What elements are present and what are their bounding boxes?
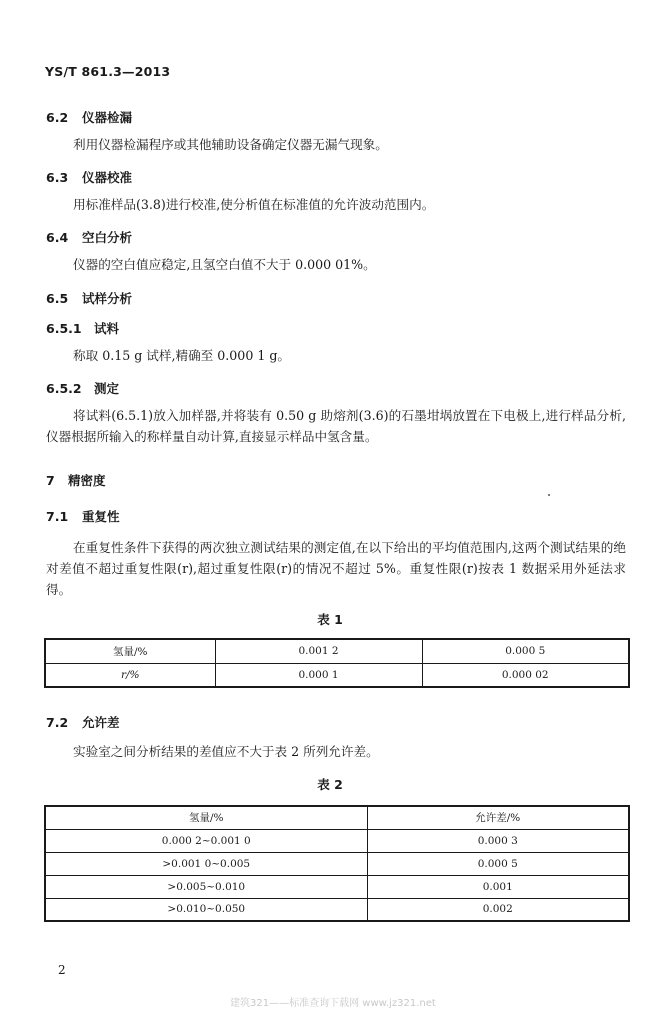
section-number: 6.5.1 [46,321,82,336]
section-number: 6.5.2 [46,381,82,396]
page-number: 2 [58,963,66,977]
table-row [45,639,629,663]
section-title: 仪器检漏 [82,110,133,125]
paragraph-7-2: 实验室之间分析结果的差值应不大于表 2 所列允许差。 [73,744,379,759]
table-cell: 0.000 1 [215,663,422,687]
table-1 [44,638,630,688]
section-title: 允许差 [82,715,120,730]
table-cell: 氢量/% [45,639,215,663]
section-title: 重复性 [82,509,120,524]
table-cell: 0.002 [367,898,629,921]
table-2-caption: 表 2 [317,777,343,792]
section-number: 7.2 [46,715,69,730]
table-cell: 0.000 02 [422,663,629,687]
table-row [45,852,629,875]
column-header: 允许差/% [367,806,629,829]
table-cell: >0.001 0~0.005 [45,852,367,875]
section-title: 试样分析 [82,291,133,306]
table-1-caption: 表 1 [317,612,343,627]
table-row [45,875,629,898]
paragraph-7-1: 在重复性条件下获得的两次独立测试结果的测定值,在以下给出的平均值范围内,这两个测试结果的绝对差值不超过重复性限(r),超过重复性限(r)的情况不超过 5%。重复性限(r)按表 1 数据采用外延法求得。 [46,540,626,597]
table-cell: 0.000 5 [422,639,629,663]
heading-7-1 [46,507,120,525]
heading-6-3 [46,168,132,186]
table-cell: r/% [45,663,215,687]
section-number: 6.4 [46,230,69,245]
heading-7 [46,471,106,489]
section-title: 试料 [94,321,120,336]
scan-speck [548,494,550,496]
paragraph-6-5-2: 将试料(6.5.1)放入加样器,并将装有 0.50 g 助熔剂(3.6)的石墨坩埚放置在下电极上,进行样品分析,仪器根据所输入的称样量自动计算,直接显示样品中氢含量。 [46,408,626,444]
table-row [45,829,629,852]
section-title: 仪器校准 [82,170,133,185]
section-number: 6.2 [46,110,69,125]
heading-6-5 [46,289,132,307]
paragraph-6-3: 用标准样品(3.8)进行校准,使分析值在标准值的允许波动范围内。 [73,197,435,212]
table-cell: 0.000 2~0.001 0 [45,829,367,852]
paragraph-6-2: 利用仪器检漏程序或其他辅助设备确定仪器无漏气现象。 [73,137,388,152]
table-cell: >0.010~0.050 [45,898,367,921]
heading-6-4 [46,228,132,246]
table-cell: 0.000 3 [367,829,629,852]
paragraph-6-4: 仪器的空白值应稳定,且氢空白值不大于 0.000 01%。 [73,257,376,272]
table-header-row [45,806,629,829]
section-number: 7.1 [46,509,69,524]
watermark-text: 建筑321——标准查询下载网 www.jz321.net [230,998,436,1009]
table-row [45,663,629,687]
section-title: 精密度 [68,473,106,488]
heading-7-2 [46,713,120,731]
paragraph-6-5-1: 称取 0.15 g 试样,精确至 0.000 1 g。 [73,348,291,363]
column-header: 氢量/% [45,806,367,829]
table-cell: 0.001 2 [215,639,422,663]
table-2 [44,805,630,922]
heading-6-5-2 [46,379,119,397]
table-cell: 0.000 5 [367,852,629,875]
heading-6-2 [46,108,132,126]
heading-6-5-1 [46,319,119,337]
table-cell: 0.001 [367,875,629,898]
table-cell: >0.005~0.010 [45,875,367,898]
section-title: 空白分析 [82,230,133,245]
section-number: 6.3 [46,170,69,185]
section-title: 测定 [94,381,120,396]
section-number: 7 [46,473,55,488]
standard-code: YS/T 861.3—2013 [45,64,171,79]
table-row [45,898,629,921]
section-number: 6.5 [46,291,69,306]
